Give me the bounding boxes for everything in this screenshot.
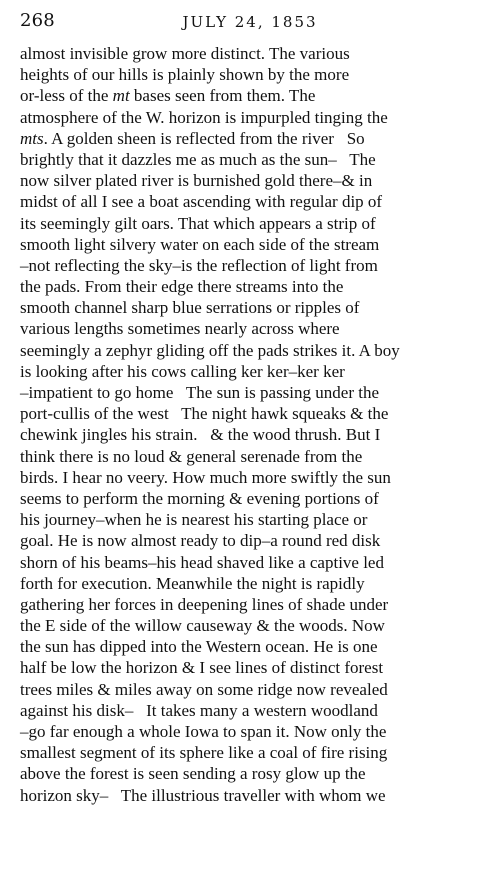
- text-segment: –not reflecting the sky–is the reflection of light from: [20, 255, 378, 275]
- text-line: [20, 361, 480, 382]
- italic-abbreviation: mts: [20, 128, 44, 148]
- text-segment: gathering her forces in deepening lines of shade under: [20, 594, 389, 614]
- text-line: [20, 530, 480, 551]
- text-segment: brightly that it dazzles me as much as the sun– The: [20, 149, 376, 169]
- text-line: [20, 763, 480, 784]
- text-segment: goal. He is now almost ready to dip–a round red disk: [20, 531, 381, 551]
- text-segment: against his disk– It takes many a western woodland: [20, 700, 378, 720]
- text-line: [20, 509, 480, 530]
- text-segment: midst of all I see a boat ascending with regular dip of: [20, 192, 383, 212]
- text-line: [20, 424, 480, 445]
- text-segment: or-less of the: [20, 86, 113, 106]
- text-line: [20, 255, 480, 276]
- page-header: [20, 8, 480, 34]
- text-segment: the sun has dipped into the Western ocean. He is one: [20, 637, 378, 657]
- text-line: [20, 297, 480, 318]
- text-line: [20, 488, 480, 509]
- text-segment: seems to perform the morning & evening portions of: [20, 488, 379, 508]
- text-segment: forth for execution. Meanwhile the night is rapidly: [20, 573, 365, 593]
- text-segment: the E side of the willow causeway & the woods. Now: [20, 616, 385, 636]
- text-segment: smooth light silvery water on each side of the stream: [20, 234, 380, 254]
- text-segment: chewink jingles his strain. & the wood thrush. But I: [20, 425, 381, 445]
- text-line: [20, 85, 480, 106]
- journal-text-block: [20, 43, 480, 806]
- text-line: [20, 467, 480, 488]
- text-segment: seemingly a zephyr gliding off the pads strikes it. A boy: [20, 340, 400, 360]
- text-segment: horizon sky– The illustrious traveller with whom we: [20, 785, 386, 805]
- text-segment: various lengths sometimes nearly across where: [20, 319, 340, 339]
- text-line: [20, 700, 480, 721]
- text-line: [20, 657, 480, 678]
- text-segment: bases seen from them. The: [129, 86, 316, 106]
- text-segment: think there is no loud & general serenade from the: [20, 446, 363, 466]
- text-segment: atmosphere of the W. horizon is impurpled tinging the: [20, 107, 388, 127]
- text-line: [20, 446, 480, 467]
- text-segment: . A golden sheen is reflected from the river So: [43, 128, 365, 148]
- text-segment: half be low the horizon & I see lines of distinct forest: [20, 658, 384, 678]
- text-line: [20, 785, 480, 806]
- text-line: [20, 213, 480, 234]
- text-segment: is looking after his cows calling ker ker–ker ker: [20, 361, 345, 381]
- text-segment: port-cullis of the west The night hawk squeaks & the: [20, 404, 389, 424]
- text-line: [20, 170, 480, 191]
- text-line: [20, 573, 480, 594]
- text-segment: above the forest is seen sending a rosy glow up the: [20, 764, 366, 784]
- text-segment: now silver plated river is burnished gold there–& in: [20, 171, 373, 191]
- text-segment: the pads. From their edge there streams into the: [20, 277, 344, 297]
- running-head: JULY 24, 1853: [182, 13, 318, 31]
- text-line: [20, 340, 480, 361]
- text-segment: –go far enough a whole Iowa to span it. Now only the: [20, 722, 387, 741]
- text-line: [20, 128, 480, 149]
- text-line: [20, 382, 480, 403]
- text-line: [20, 191, 480, 212]
- text-line: [20, 679, 480, 700]
- text-segment: shorn of his beams–his head shaved like a captive led: [20, 552, 384, 572]
- text-segment: heights of our hills is plainly shown by the more: [20, 65, 350, 85]
- text-line: [20, 107, 480, 128]
- text-line: [20, 403, 480, 424]
- text-line: [20, 64, 480, 85]
- text-line: [20, 149, 480, 170]
- text-segment: its seemingly gilt oars. That which appears a strip of: [20, 213, 376, 233]
- text-segment: almost invisible grow more distinct. The various: [20, 44, 350, 63]
- text-line: [20, 615, 480, 636]
- text-segment: smallest segment of its sphere like a coal of fire rising: [20, 743, 388, 763]
- text-segment: birds. I hear no veery. How much more swiftly the sun: [20, 467, 391, 487]
- text-line: [20, 594, 480, 615]
- text-line: [20, 43, 480, 64]
- text-line: [20, 636, 480, 657]
- text-line: [20, 721, 480, 742]
- text-line: [20, 234, 480, 255]
- text-line: [20, 318, 480, 339]
- italic-abbreviation: mt: [112, 86, 130, 106]
- text-line: [20, 276, 480, 297]
- text-segment: trees miles & miles away on some ridge now revealed: [20, 679, 388, 699]
- text-line: [20, 552, 480, 573]
- text-line: [20, 742, 480, 763]
- text-segment: –impatient to go home The sun is passing under the: [20, 383, 380, 402]
- text-segment: his journey–when he is nearest his starting place or: [20, 510, 368, 530]
- page-number: 268: [20, 10, 55, 31]
- text-segment: smooth channel sharp blue serrations or ripples of: [20, 298, 360, 318]
